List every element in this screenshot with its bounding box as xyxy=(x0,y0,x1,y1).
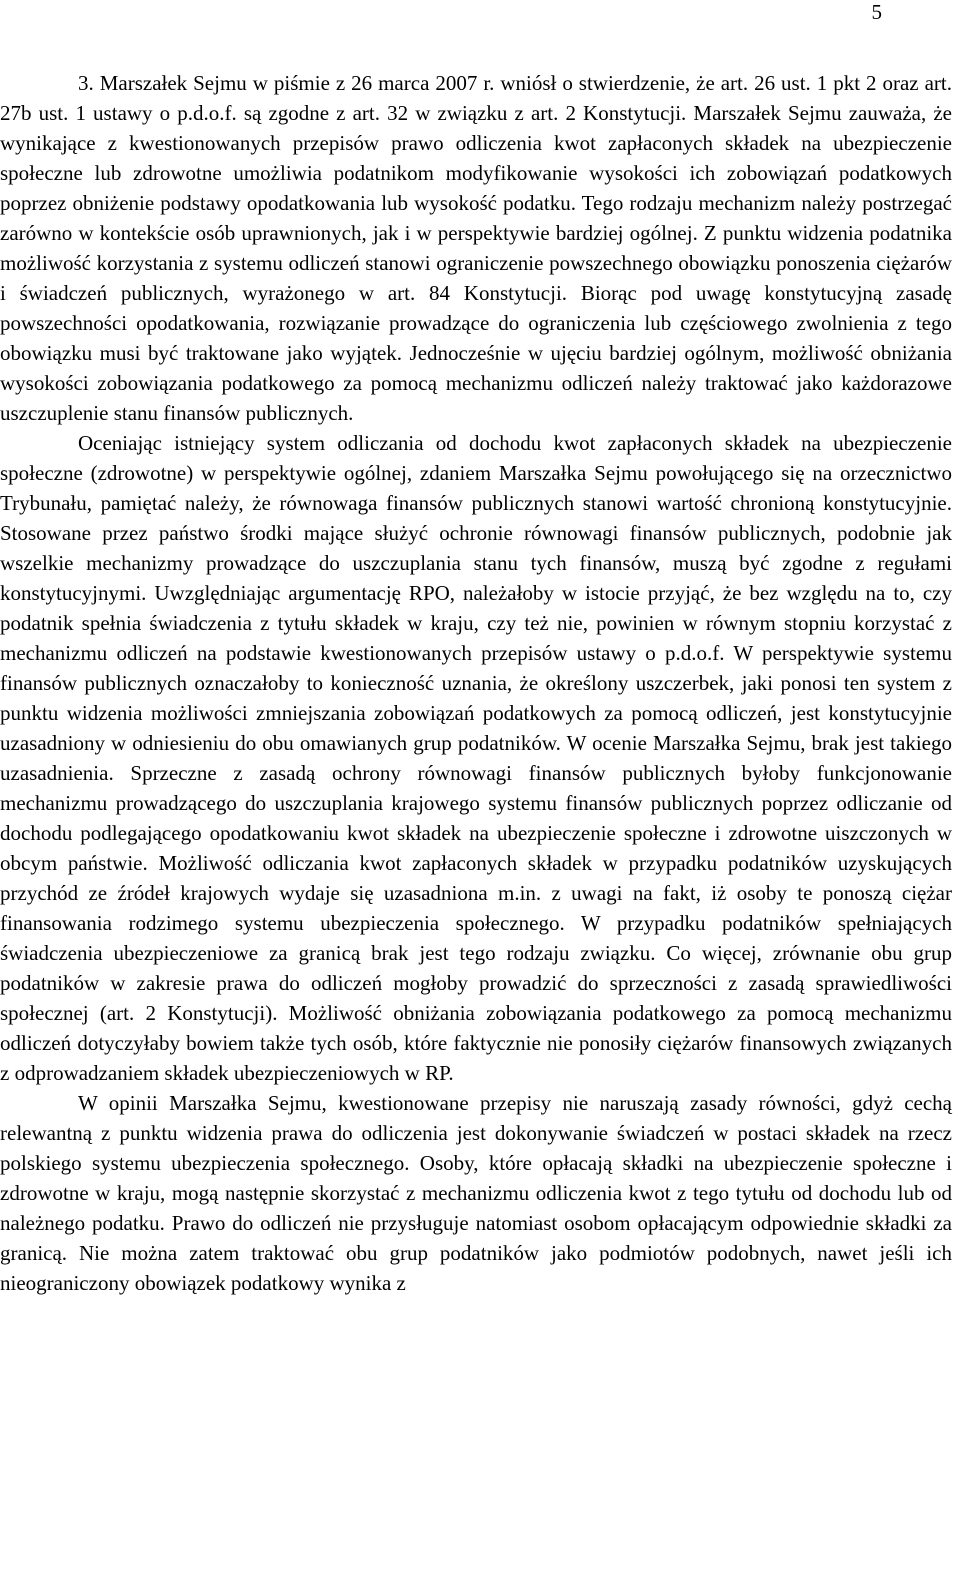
paragraph-1: 3. Marszałek Sejmu w piśmie z 26 marca 2007 r. wniósł o stwierdzenie, że art. 26 ust. 1 pkt 2 oraz art. 27b ust. 1 ustawy o p.d.o.f. są zgodne z art. 32 w związku z art. 2 Konstytucji. Marszałek Sejmu zauważa, że wynikające z kwestionowanych przepisów prawo odliczenia kwot zapłaconych składek na ubezpieczenie społeczne lub zdrowotne umożliwia podatnikom modyfikowanie wysokości ich zobowiązań podatkowych poprzez obniżenie podstawy opodatkowania lub wysokość podatku. Tego rodzaju mechanizm należy postrzegać zarówno w kontekście osób uprawnionych, jak i w perspektywie bardziej ogólnej. Z punktu widzenia podatnika możliwość korzystania z systemu odliczeń stanowi ograniczenie powszechnego obowiązku ponoszenia ciężarów i świadczeń publicznych, wyrażonego w art. 84 Konstytucji. Biorąc pod uwagę konstytucyjną zasadę powszechności opodatkowania, rozwiązanie prowadzące do ograniczenia lub częściowego zwolnienia z tego obowiązku musi być traktowane jako wyjątek. Jednocześnie w ujęciu bardziej ogólnym, możliwość obniżania wysokości zobowiązania podatkowego za pomocą mechanizmu odliczeń należy traktować jako każdorazowe uszczuplenie stanu finansów publicznych. xyxy=(0,71,952,425)
paragraph-3: W opinii Marszałka Sejmu, kwestionowane przepisy nie naruszają zasady równości, gdyż cechą relewantną z punktu widzenia prawa do odliczenia jest dokonywanie świadczeń w postaci składek na rzecz polskiego systemu ubezpieczenia społecznego. Osoby, które opłacają składki na ubezpieczenie społeczne i zdrowotne w kraju, mogą następnie skorzystać z mechanizmu odliczenia kwot z tego tytułu od dochodu lub od należnego podatku. Prawo do odliczeń nie przysługuje natomiast osobom opłacającym odpowiednie składki za granicą. Nie można zatem traktować obu grup podatników jako podmiotów podobnych, nawet jeśli ich nieograniczony obowiązek podatkowy wynika z xyxy=(0,1091,952,1295)
page-number: 5 xyxy=(871,0,882,24)
document-body xyxy=(0,68,952,1298)
paragraph-2: Oceniając istniejący system odliczania od dochodu kwot zapłaconych składek na ubezpieczenie społeczne (zdrowotne) w perspektywie ogólnej, zdaniem Marszałka Sejmu powołującego się na orzecznictwo Trybunału, pamiętać należy, że równowaga finansów publicznych stanowi wartość chronioną konstytucyjnie. Stosowane przez państwo środki mające służyć ochronie równowagi finansów publicznych, podobnie jak wszelkie mechanizmy prowadzące do uszczuplania stanu tych finansów, muszą być zgodne z regułami konstytucyjnymi. Uwzględniając argumentację RPO, należałoby w istocie przyjąć, że bez względu na to, czy podatnik spełnia świadczenia z tytułu składek w kraju, czy też nie, powinien w równym stopniu korzystać z mechanizmu odliczeń na podstawie kwestionowanych przepisów ustawy o p.d.o.f. W perspektywie systemu finansów publicznych oznaczałoby to konieczność uznania, że określony uszczerbek, jaki ponosi ten system z punktu widzenia możliwości zmniejszania zobowiązań podatkowych za pomocą odliczeń, jest konstytucyjnie uzasadniony w odniesieniu do obu omawianych grup podatników. W ocenie Marszałka Sejmu, brak jest takiego uzasadnienia. Sprzeczne z zasadą ochrony równowagi finansów publicznych byłoby funkcjonowanie mechanizmu prowadzącego do uszczuplania krajowego systemu finansów publicznych poprzez odliczanie od dochodu podlegającego opodatkowaniu kwot składek na ubezpieczenie społeczne i zdrowotne uiszczonych w obcym państwie. Możliwość odliczania kwot zapłaconych składek w przypadku podatników uzyskujących przychód ze źródeł krajowych wydaje się uzasadniona m.in. z uwagi na fakt, iż osoby te ponoszą ciężar finansowania rodzimego systemu ubezpieczenia społecznego. W przypadku podatników spełniających świadczenia ubezpieczeniowe za granicą brak jest tego rodzaju związku. Co więcej, zrównanie obu grup podatników w zakresie prawa do odliczeń mogłoby prowadzić do sprzeczności z zasadą sprawiedliwości społecznej (art. 2 Konstytucji). Możliwość obniżania zobowiązania podatkowego za pomocą mechanizmu odliczeń dotyczyłaby bowiem także tych osób, które faktycznie nie ponosiły ciężarów finansowych związanych z odprowadzaniem składek ubezpieczeniowych w RP. xyxy=(0,431,952,1085)
